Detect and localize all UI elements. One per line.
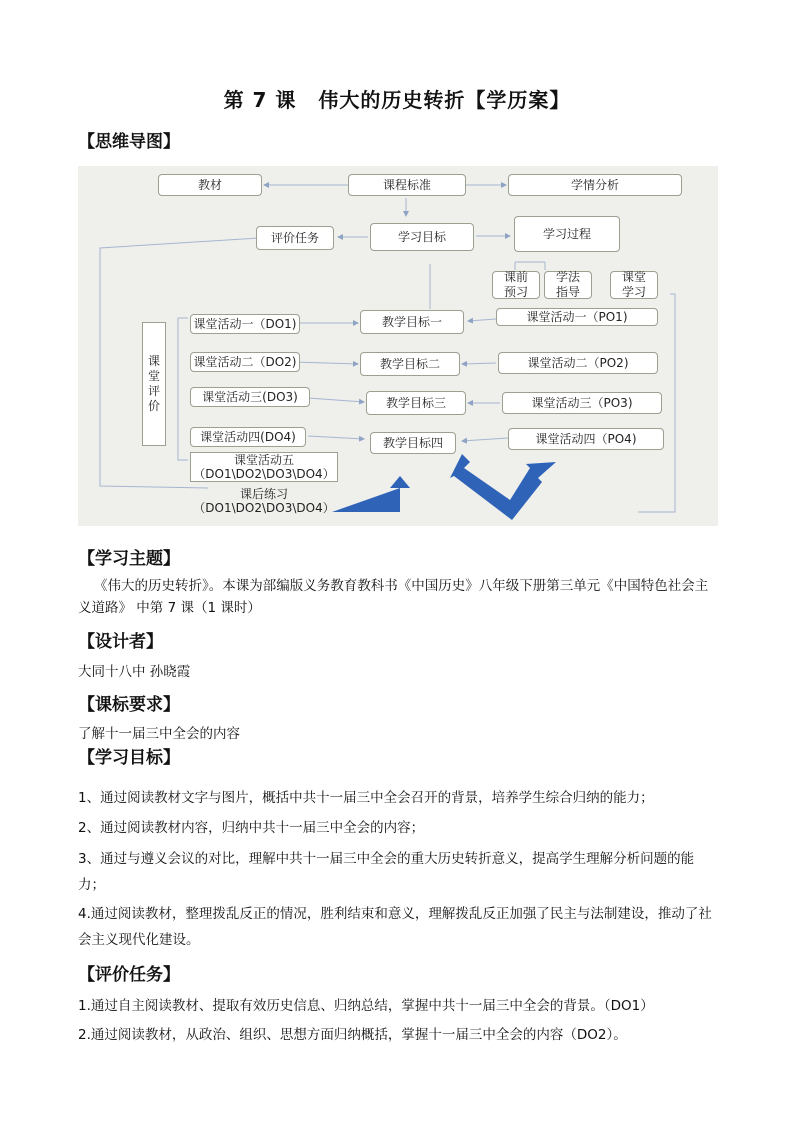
box-do4: 课堂活动四(DO4) bbox=[190, 427, 306, 447]
box-po1: 课堂活动一（PO1) bbox=[496, 308, 658, 326]
standard-text: 了解十一届三中全会的内容 bbox=[78, 726, 240, 742]
objective-item: 4.通过阅读教材，整理拨乱反正的情况，胜利结束和意义，理解拨乱反正加强了民主与法制建设，推动了社会主义现代化建设。 bbox=[78, 906, 712, 948]
box-goal2: 教学目标二 bbox=[360, 352, 460, 376]
box-goal1: 教学目标一 bbox=[360, 310, 464, 334]
box-class-study: 课堂 学习 bbox=[610, 271, 658, 299]
box-goal4: 教学目标四 bbox=[370, 432, 456, 454]
box-eval-task: 评价任务 bbox=[256, 226, 334, 250]
lesson-number: 第 7 课 bbox=[223, 88, 297, 112]
heading-topic: 【学习主题】 bbox=[78, 549, 180, 569]
bracket-class-eval bbox=[178, 318, 188, 460]
heading-designer: 【设计者】 bbox=[78, 632, 163, 652]
objective-item: 3、通过与遵义会议的对比，理解中共十一届三中全会的重大历史转折意义，提高学生理解分析问题的能力； bbox=[78, 851, 695, 893]
box-learner-analysis: 学情分析 bbox=[508, 174, 682, 196]
arrow-do3-goal3 bbox=[308, 398, 364, 402]
task-item: 2.通过阅读教材，从政治、组织、思想方面归纳概括，掌握十一届三中全会的内容（DO2）。 bbox=[78, 1027, 627, 1043]
arrow-po1-goal1 bbox=[468, 319, 496, 321]
heading-objectives: 【学习目标】 bbox=[78, 748, 180, 768]
box-do3: 课堂活动三(DO3) bbox=[190, 387, 310, 407]
arrow-po2-goal2 bbox=[462, 363, 496, 364]
box-method: 学法 指导 bbox=[544, 271, 592, 299]
designer-text: 大同十八中 孙晓霞 bbox=[78, 664, 191, 680]
box-do1: 课堂活动一（DO1) bbox=[190, 314, 300, 334]
mind-map bbox=[78, 166, 718, 526]
heading-tasks: 【评价任务】 bbox=[78, 965, 180, 985]
box-pre-study: 课前 预习 bbox=[492, 271, 540, 299]
box-po3: 课堂活动三（PO3) bbox=[502, 392, 662, 414]
box-po2: 课堂活动二（PO2) bbox=[498, 352, 658, 374]
lesson-name: 伟大的历史转折【学历案】 bbox=[318, 88, 571, 112]
box-class-eval: 课 堂 评 价 bbox=[142, 322, 166, 446]
box-goal3: 教学目标三 bbox=[366, 391, 466, 415]
heading-standard: 【课标要求】 bbox=[78, 695, 180, 715]
box-learning-goal: 学习目标 bbox=[370, 223, 474, 251]
objective-item: 1、通过阅读教材文字与图片，概括中共十一届三中全会召开的背景，培养学生综合归纳的能力； bbox=[78, 790, 654, 806]
arrow-do4-goal4 bbox=[308, 436, 364, 439]
box-learning-process: 学习过程 bbox=[514, 216, 620, 252]
arrow-do2-goal2 bbox=[294, 362, 358, 364]
page-title bbox=[0, 84, 794, 113]
objective-item: 2、通过阅读教材内容，归纳中共十一届三中全会的内容； bbox=[78, 820, 425, 836]
box-curriculum: 课程标准 bbox=[348, 174, 466, 196]
box-homework: 课后练习 （DO1\DO2\DO3\DO4） bbox=[193, 487, 335, 515]
box-textbook: 教材 bbox=[158, 174, 262, 196]
box-do5: 课堂活动五 （DO1\DO2\DO3\DO4） bbox=[190, 452, 338, 482]
box-do2: 课堂活动二（DO2) bbox=[190, 352, 300, 372]
topic-text: 《伟大的历史转折》。本课为部编版义务教育教科书《中国历史》八年级下册第三单元《中国特色社会主义道路》 中第 7 课（1 课时） bbox=[78, 578, 709, 616]
mind-map-connectors bbox=[78, 166, 718, 526]
box-po4: 课堂活动四（PO4) bbox=[508, 428, 664, 450]
bent-arrow-icon bbox=[450, 454, 556, 520]
heading-mind-map: 【思维导图】 bbox=[78, 132, 180, 152]
up-arrow-icon bbox=[332, 476, 410, 512]
arrow-po4-goal4 bbox=[462, 438, 508, 441]
task-item: 1.通过自主阅读教材、提取有效历史信息、归纳总结，掌握中共十一届三中全会的背景。（DO1） bbox=[78, 998, 654, 1014]
